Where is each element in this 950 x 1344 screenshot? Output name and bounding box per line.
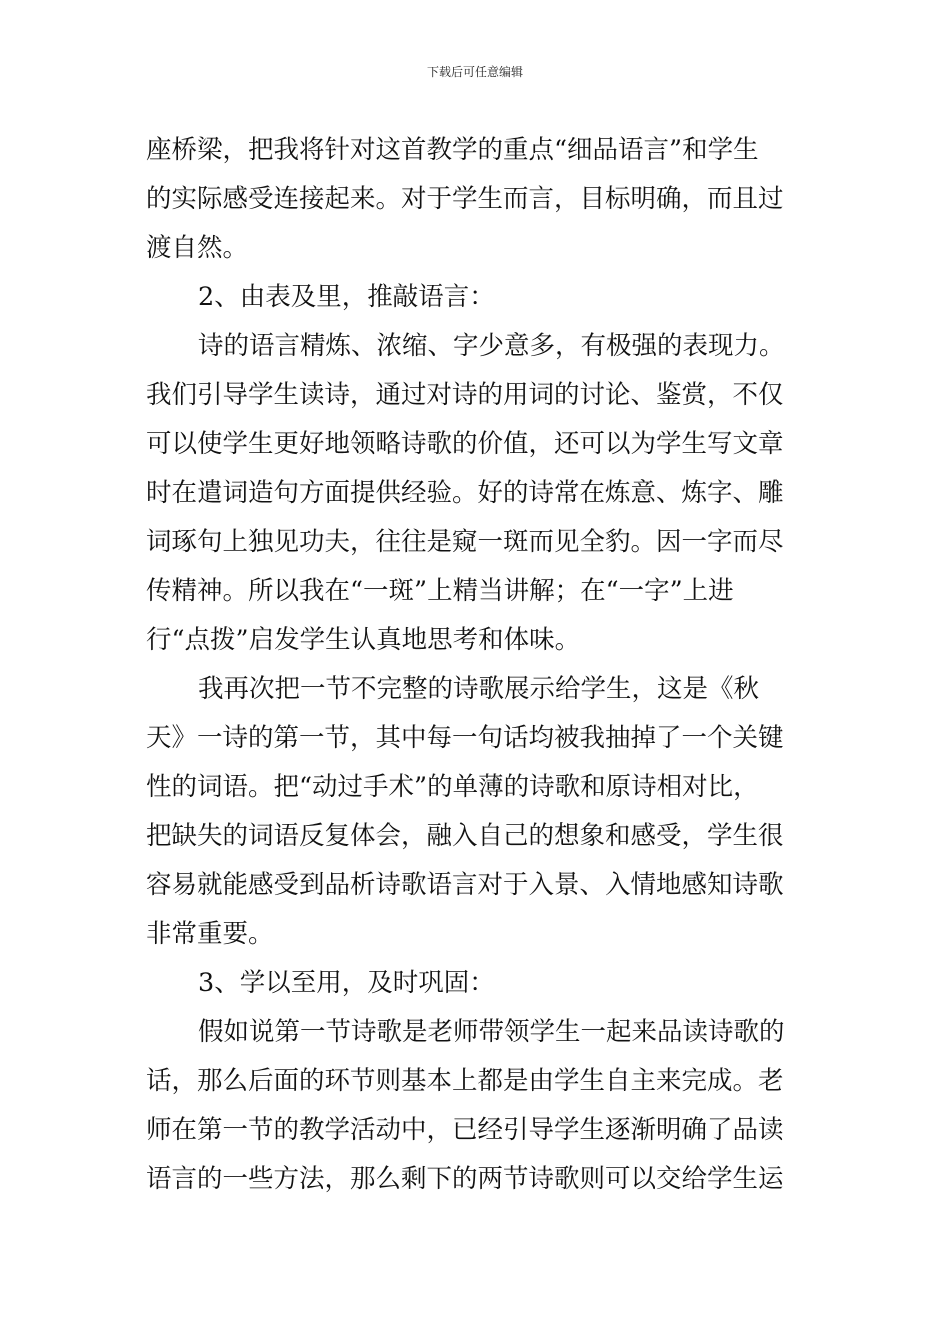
text-line: 可以使学生更好地领略诗歌的价值，还可以为学生写文章 [146,429,784,459]
paragraph-start: 假如说第一节诗歌是老师带领学生一起来品读诗歌的 [198,1017,785,1047]
page-header: 下载后可任意编辑 [426,65,523,79]
text-line: 把缺失的词语反复体会，融入自己的想象和感受，学生很 [146,821,784,851]
text-line: 的实际感受连接起来。对于学生而言，目标明确，而且过 [146,184,784,214]
body-text [146,126,808,1204]
text-line: 天》一诗的第一节，其中每一句话均被我抽掉了一个关键 [146,723,784,753]
paragraph-start: 我再次把一节不完整的诗歌展示给学生，这是《秋 [198,674,760,704]
text-line: 座桥梁，把我将针对这首教学的重点“细品语言”和学生 [146,135,759,165]
text-line: 非常重要。 [146,919,274,949]
section-heading: 2、由表及里，推敲语言： [198,282,495,312]
text-line: 语言的一些方法，那么剩下的两节诗歌则可以交给学生运 [146,1164,784,1194]
text-line: 师在第一节的教学活动中，已经引导学生逐渐明确了品读 [146,1115,784,1145]
paragraph-start: 诗的语言精炼、浓缩、字少意多，有极强的表现力。 [198,331,785,361]
text-line: 话，那么后面的环节则基本上都是由学生自主来完成。老 [146,1066,784,1096]
section-heading: 3、学以至用，及时巩固： [198,968,495,998]
text-line: 容易就能感受到品析诗歌语言对于入景、入情地感知诗歌 [146,870,784,900]
text-line: 我们引导学生读诗，通过对诗的用词的讨论、鉴赏，不仅 [146,380,784,410]
text-line: 词琢句上独见功夫，往往是窥一斑而见全豹。因一字而尽 [146,527,784,557]
text-line: 传精神。所以我在“一斑”上精当讲解；在“一字”上进 [146,576,734,606]
text-line: 行“点拨”启发学生认真地思考和体味。 [146,625,581,655]
text-line: 渡自然。 [146,233,249,263]
text-line: 性的词语。把“动过手术”的单薄的诗歌和原诗相对比， [146,772,759,802]
text-line: 时在遣词造句方面提供经验。好的诗常在炼意、炼字、雕 [146,478,784,508]
